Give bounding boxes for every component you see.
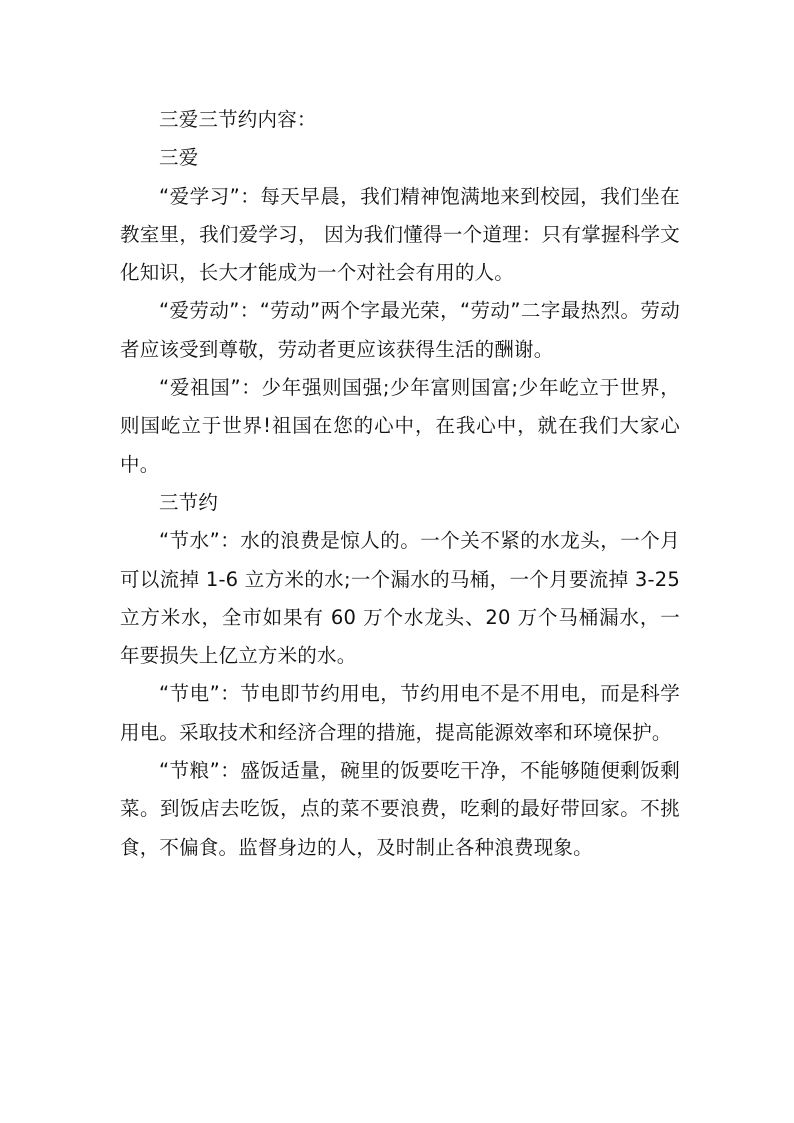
- document-body: [120, 101, 680, 867]
- heading-paragraph: 三爱三节约内容：: [159, 108, 317, 131]
- paragraph-love-country: “爱祖国”：少年强则国强;少年富则国富;少年屹立于世界，则国屹立于世界!祖国在您的心中，在我心中，就在我们大家心中。: [120, 376, 680, 476]
- paragraph-save-electricity: “节电”：节电即节约用电，节约用电不是不用电，而是科学用电。采取技术和经济合理的措施，提高能源效率和环境保护。: [120, 682, 680, 744]
- section-title-san-jieyue: 三节约: [159, 490, 219, 514]
- paragraph-love-labor: “爱劳动”：“劳动”两个字最光荣，“劳动”二字最热烈。劳动者应该受到尊敬，劳动者更应该获得生活的酬谢。: [120, 299, 680, 361]
- paragraph-save-food: “节粮”：盛饭适量，碗里的饭要吃干净，不能够随便剩饭剩菜。到饭店去吃饭，点的菜不要浪费，吃剩的最好带回家。不挑食，不偏食。监督身边的人，及时制止各种浪费现象。: [120, 759, 680, 859]
- paragraph-love-learning: “爱学习”：每天早晨，我们精神饱满地来到校园，我们坐在教室里，我们爱学习， 因为我们懂得一个道理：只有掌握科学文化知识，长大才能成为一个对社会有用的人。: [120, 184, 680, 285]
- paragraph-save-water: “节水”：水的浪费是惊人的。一个关不紧的水龙头，一个月可以流掉 1-6 立方米的水;一个漏水的马桶，一个月要流掉 3-25 立方米水，全市如果有 60 万个水龙头、20 万个马桶漏水，一年要损失上亿立方米的水。: [120, 529, 680, 668]
- section-title-san-ai: 三爱: [159, 146, 199, 170]
